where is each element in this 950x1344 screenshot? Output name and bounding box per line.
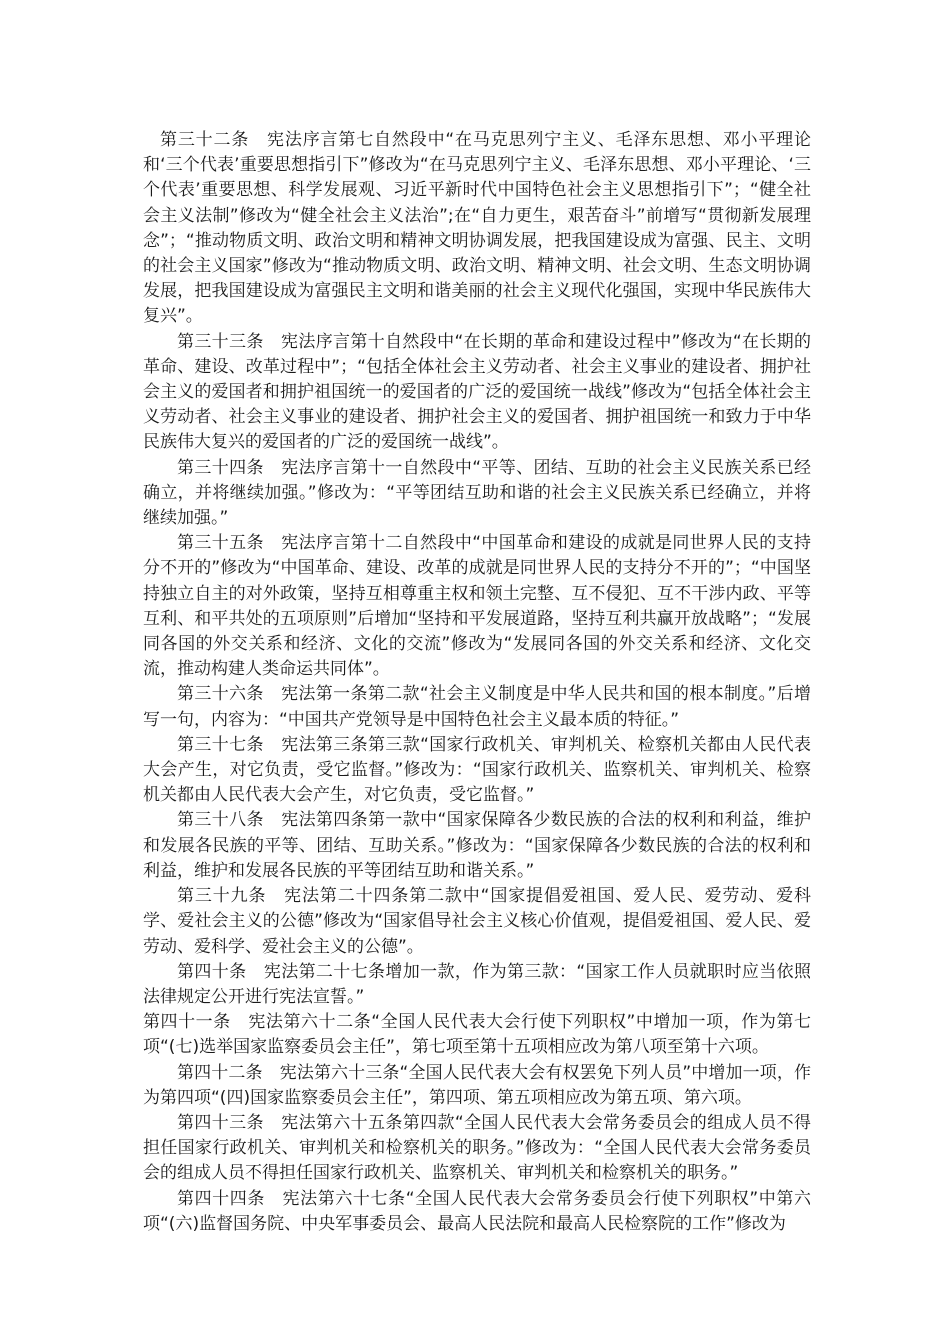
article-34-paragraph: 第三十四条 宪法序言第十一自然段中“平等、团结、互助的社会主义民族关系已经确立，并将继续加强。”修改为：“平等团结互助和谐的社会主义民族关系已经确立，并将继续加强。” xyxy=(143,457,811,529)
article-44-paragraph: 第四十四条 宪法第六十七条“全国人民代表大会常务委员会行使下列职权”中第六项“(六)监督国务院、中央军事委员会、最高人民法院和最高人民检察院的工作”修改为 xyxy=(143,1188,811,1234)
article-43-paragraph: 第四十三条 宪法第六十五条第四款“全国人民代表大会常务委员会的组成人员不得担任国家行政机关、审判机关和检察机关的职务。”修改为：“全国人民代表大会常务委员会的组成人员不得担任国家行政机关、监察机关、审判机关和检察机关的职务。” xyxy=(143,1112,811,1184)
article-37-paragraph: 第三十七条 宪法第三条第三款“国家行政机关、审判机关、检察机关都由人民代表大会产生，对它负责，受它监督。”修改为：“国家行政机关、监察机关、审判机关、检察机关都由人民代表大会产生，对它负责，受它监督。” xyxy=(143,734,811,806)
article-38-paragraph: 第三十八条 宪法第四条第一款中“国家保障各少数民族的合法的权利和利益，维护和发展各民族的平等、团结、互助关系。”修改为：“国家保障各少数民族的合法的权利和利益，维护和发展各民族的平等团结互助和谐关系。” xyxy=(143,810,811,881)
article-42-paragraph: 第四十二条 宪法第六十三条“全国人民代表大会有权罢免下列人员”中增加一项，作为第四项“(四)国家监察委员会主任”，第四项、第五项相应改为第五项、第六项。 xyxy=(143,1062,811,1108)
article-39-paragraph: 第三十九条 宪法第二十四条第二款中“国家提倡爱祖国、爱人民、爱劳动、爱科学、爱社会主义的公德”修改为“国家倡导社会主义核心价值观，提倡爱祖国、爱人民、爱劳动、爱科学、爱社会主义的公德”。 xyxy=(143,886,811,957)
article-36-paragraph: 第三十六条 宪法第一条第二款“社会主义制度是中华人民共和国的根本制度。”后增写一句，内容为：“中国共产党领导是中国特色社会主义最本质的特征。” xyxy=(143,684,811,730)
article-41-paragraph: 第四十一条 宪法第六十二条“全国人民代表大会行使下列职权”中增加一项，作为第七项“(七)选举国家监察委员会主任”，第七项至第十五项相应改为第八项至第十六项。 xyxy=(143,1012,811,1058)
document-body xyxy=(143,128,811,1237)
article-40-paragraph: 第四十条 宪法第二十七条增加一款，作为第三款：“国家工作人员就职时应当依照法律规定公开进行宪法宣誓。” xyxy=(143,961,811,1007)
article-35-paragraph: 第三十五条 宪法序言第十二自然段中“中国革命和建设的成就是同世界人民的支持分不开的”修改为“中国革命、建设、改革的成就是同世界人民的支持分不开的”；“中国坚持独立自主的对外政策，坚持互相尊重主权和领土完整、互不侵犯、互不干涉内政、平等互利、和平共处的五项原则”后增加“坚持和平发展道路，坚持互利共赢开放战略”；“发展同各国的外交关系和经济、文化的交流”修改为“发展同各国的外交关系和经济、文化交流，推动构建人类命运共同体”。 xyxy=(143,533,811,680)
article-32-paragraph: 第三十二条 宪法序言第七自然段中“在马克思列宁主义、毛泽东思想、邓小平理论和‘三个代表’重要思想指引下”修改为“在马克思列宁主义、毛泽东思想、邓小平理论、‘三个代表’重要思想、科学发展观、习近平新时代中国特色社会主义思想指引下”；“健全社会主义法制”修改为“健全社会主义法治”;在“自力更生，艰苦奋斗”前增写“贯彻新发展理念”；“推动物质文明、政治文明和精神文明协调发展，把我国建设成为富强、民主、文明的社会主义国家”修改为“推动物质文明、政治文明、精神文明、社会文明、生态文明协调发展，把我国建设成为富强民主文明和谐美丽的社会主义现代化强国，实现中华民族伟大复兴”。 xyxy=(143,130,811,327)
article-33-paragraph: 第三十三条 宪法序言第十自然段中“在长期的革命和建设过程中”修改为“在长期的革命、建设、改革过程中”；“包括全体社会主义劳动者、社会主义事业的建设者、拥护社会主义的爱国者和拥护祖国统一的爱国者的广泛的爱国统一战线”修改为“包括全体社会主义劳动者、社会主义事业的建设者、拥护社会主义的爱国者、拥护祖国统一和致力于中华民族伟大复兴的爱国者的广泛的爱国统一战线”。 xyxy=(143,331,811,453)
